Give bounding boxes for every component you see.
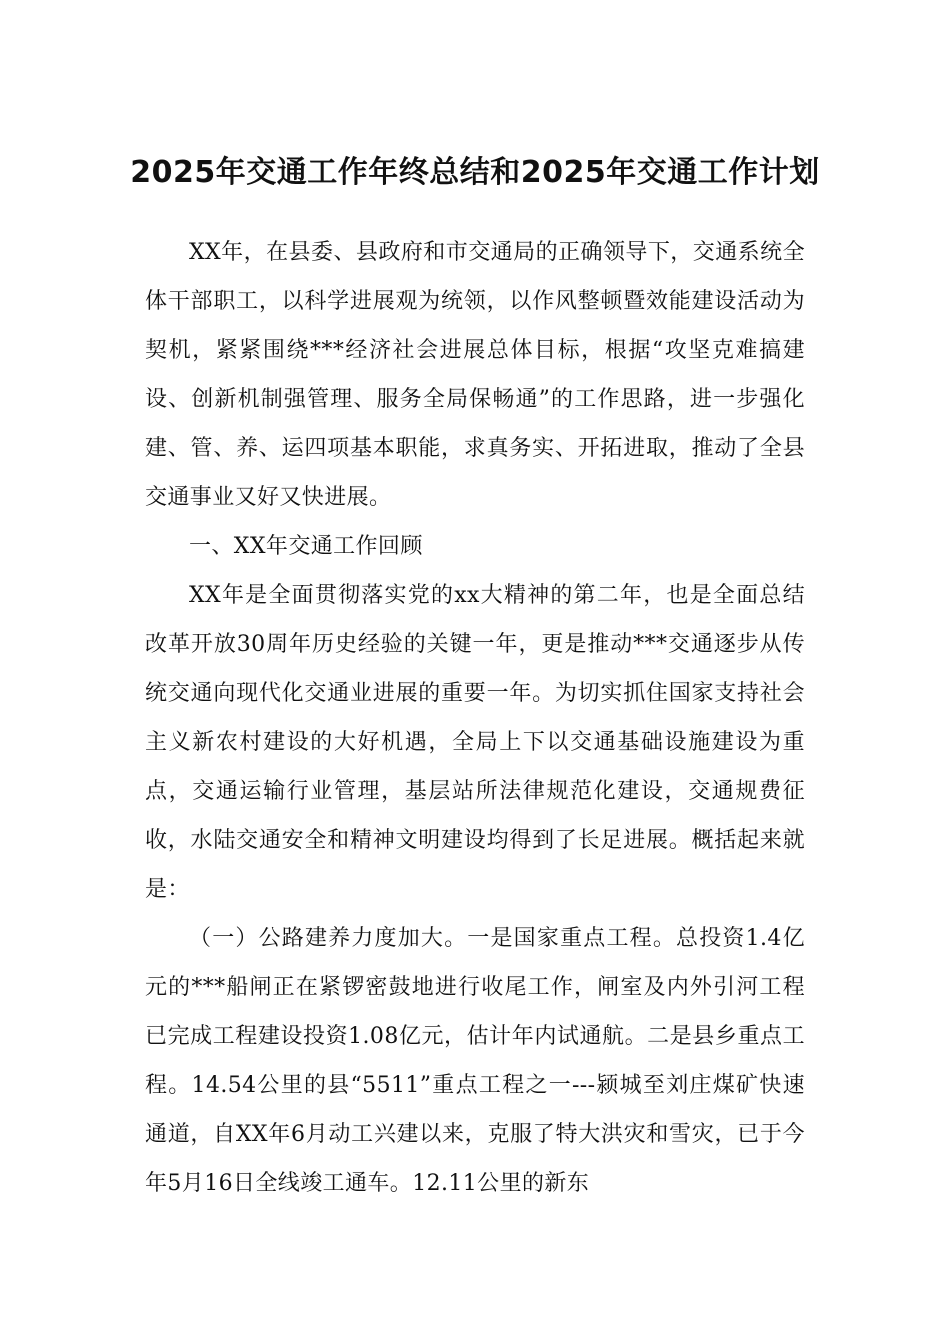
review-paragraph: XX年是全面贯彻落实党的xx大精神的第二年，也是全面总结改革开放30周年历史经验的关键一年，更是推动***交通逐步从传统交通向现代化交通业进展的重要一年。为切实抓住国家支持社会主义新农村建设的大好机遇，全局上下以交通基础设施建设为重点，交通运输行业管理，基层站所法律规范化建设，交通规费征收，水陆交通安全和精神文明建设均得到了长足进展。概括起来就是： — [145, 583, 805, 902]
document-title: 2025年交通工作年终总结和2025年交通工作计划 — [130, 155, 820, 191]
intro-paragraph: XX年，在县委、县政府和市交通局的正确领导下，交通系统全体干部职工，以科学进展观为统领，以作风整顿暨效能建设活动为契机，紧紧围绕***经济社会进展总体目标，根据“攻坚克难搞建设、创新机制强管理、服务全局保畅通”的工作思路，进一步强化建、管、养、运四项基本职能，求真务实、开拓进取，推动了全县交通事业又好又快进展。 — [145, 240, 805, 510]
document-body — [145, 228, 805, 1208]
section-heading-review: 一、XX年交通工作回顾 — [189, 534, 423, 559]
highway-paragraph: （一）公路建养力度加大。一是国家重点工程。总投资1.4亿元的***船闸正在紧锣密鼓地进行收尾工作，闸室及内外引河工程已完成工程建设投资1.08亿元，估计年内试通航。二是县乡重点工程。14.54公里的县“5511”重点工程之一---颍城至刘庄煤矿快速通道，自XX年6月动工兴建以来，克服了特大洪灾和雪灾，已于今年5月16日全线竣工通车。12.11公里的新东 — [145, 926, 805, 1196]
